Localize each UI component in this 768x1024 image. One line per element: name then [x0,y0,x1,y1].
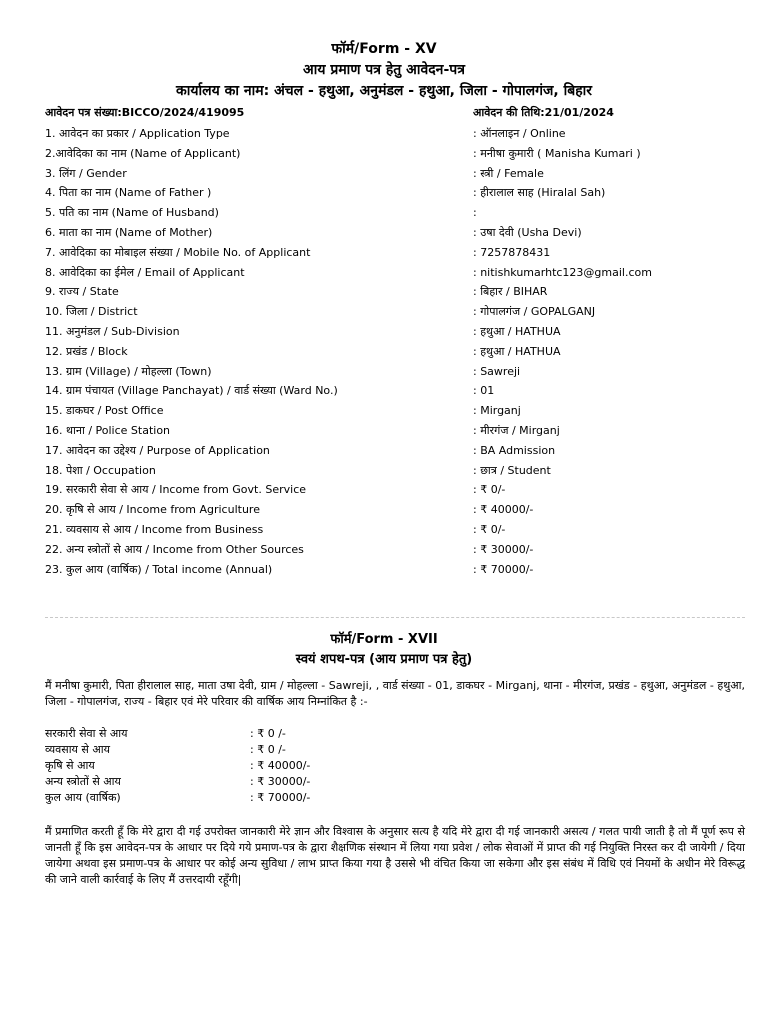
field-row [45,421,745,441]
income-value: : ₹ 70000/- [250,791,311,804]
field-label: 21. व्यवसाय से आय / Income from Business [45,522,264,536]
office-name: कार्यालय का नाम: अंचल - हथुआ, अनुमंडल - हथुआ, जिला - गोपालगंज, बिहार [175,83,592,99]
field-value: : 7257878431 [473,245,551,259]
field-value: : हीरालाल साह (Hiralal Sah) [473,186,606,200]
field-row [45,164,745,184]
field-value: : बिहार / BIHAR [473,285,548,299]
section-divider [45,617,745,618]
field-value: : Mirganj [473,404,521,418]
field-row [45,441,745,461]
field-value: : मीरगंज / Mirganj [473,423,560,437]
field-value: : Sawreji [473,364,521,378]
field-value: : [473,206,477,220]
field-label: 18. पेशा / Occupation [45,463,156,477]
field-label: 5. पति का नाम (Name of Husband) [45,206,219,220]
field-label: 15. डाकघर / Post Office [45,404,164,418]
field-label: 4. पिता का नाम (Name of Father ) [45,186,212,200]
income-label: कृषि से आय [45,759,95,772]
application-date: आवेदन की तिथि:21/01/2024 [473,106,614,119]
field-label: 19. सरकारी सेवा से आय / Income from Govt. Service [45,483,307,497]
field-label: 9. राज्य / State [45,285,119,299]
income-value: : ₹ 30000/- [250,775,311,788]
field-label: 8. आवेदिका का ईमेल / Email of Applicant [45,265,245,279]
form-title-number: Form - XV [359,41,437,57]
field-label: 7. आवेदिका का मोबाइल संख्या / Mobile No. of Applicant [45,245,311,259]
applicant-details [45,124,745,579]
field-label: 20. कृषि से आय / Income from Agriculture [45,503,260,517]
field-value: : हथुआ / HATHUA [473,324,561,338]
field-value: : nitishkumarhtc123@gmail.com [473,265,652,279]
field-row [45,540,745,560]
affidavit-title-prefix: फॉर्म/ [330,632,357,647]
income-summary [45,726,445,806]
field-label: 12. प्रखंड / Block [45,344,128,358]
field-value: : मनीषा कुमारी ( Manisha Kumari ) [473,146,641,160]
field-row [45,480,745,500]
application-number: आवेदन पत्र संख्या:BICCO/2024/419095 [45,106,245,119]
field-label: 23. कुल आय (वार्षिक) / Total income (Annual) [45,562,273,576]
affidavit-title [0,630,768,650]
income-row [45,790,445,806]
field-value: : ₹ 70000/- [473,562,534,576]
field-row [45,500,745,520]
field-row [45,322,745,342]
field-label: 22. अन्य स्त्रोतों से आय / Income from Other Sources [45,542,304,556]
field-value: : स्त्री / Female [473,166,544,180]
field-row [45,342,745,362]
field-row [45,203,745,223]
field-label: 1. आवेदन का प्रकार / Application Type [45,127,230,140]
affidavit-intro: मैं मनीषा कुमारी, पिता हीरालाल साह, माता उषा देवी, ग्राम / मोहल्ला - Sawreji, , वार्ड संख्या - 01, डाकघर - Mirganj, थाना - मीरगंज, प्रखंड - हथुआ, अनुमंडल - हथुआ, जिला - गोपालगंज, राज्य - बिहार एवं मेरे परिवार की वार्षिक आय निम्नांकित है :- [45,679,745,708]
field-row [45,144,745,164]
field-row [45,461,745,481]
field-label: 16. थाना / Police Station [45,423,171,437]
field-value: : हथुआ / HATHUA [473,344,561,358]
income-label: सरकारी सेवा से आय [45,727,128,740]
field-value: : ₹ 30000/- [473,542,534,556]
income-label: कुल आय (वार्षिक) [45,791,121,804]
field-row [45,282,745,302]
field-row [45,362,745,382]
field-value: : ₹ 40000/- [473,503,534,517]
field-row [45,381,745,401]
field-row [45,124,745,144]
declaration-text: मैं प्रमाणित करती हूँ कि मेरे द्वारा दी गई उपरोक्त जानकारी मेरे ज्ञान और विश्वास के अनुसार सत्य है यदि मेरे द्वारा दी गई जानकारी असत्य / गलत पायी जाती है तो मैं पूर्ण रूप से जानती हूँ कि इस आवेदन-पत्र के आधार पर दिये गये प्रमाण-पत्र के द्वारा शैक्षणिक संस्थान में लिया गया प्रवेश / लोक सेवाओं में प्राप्त की गई नियुक्ति निरस्त कर दी जायेगी / दिया जायेगा अथवा इस प्रमाण-पत्र के आधार पर कोई अन्य सुविधा / लाभ प्राप्त किया गया है उससे भी वंचित किया जा सकेगा और इस संबंध में विधि एवं नियमों के अधीन मेरे विरूद्ध की जाने वाली कार्रवाई के लिए मैं उत्तरदायी रहूँगी| [45,825,745,886]
income-value: : ₹ 0 /- [250,727,286,740]
field-label: 2.आवेदिका का नाम (Name of Applicant) [45,146,241,160]
income-row [45,726,445,742]
field-value: : BA Admission [473,443,556,457]
form-title-prefix: फॉर्म/ [331,41,360,57]
field-value: : गोपालगंज / GOPALGANJ [473,305,596,319]
field-value: : ₹ 0/- [473,522,506,536]
field-label: 17. आवेदन का उद्देश्य / Purpose of Application [45,443,270,457]
field-label: 3. लिंग / Gender [45,166,127,180]
affidavit-title-number: Form - XVII [356,632,438,647]
field-label: 10. जिला / District [45,305,138,319]
income-row [45,742,445,758]
income-value: : ₹ 0 /- [250,743,286,756]
income-label: अन्य स्त्रोतों से आय [45,775,121,788]
field-value: : ऑनलाइन / Online [473,127,566,140]
field-row [45,560,745,580]
field-value: : उषा देवी (Usha Devi) [473,225,582,239]
field-value: : ₹ 0/- [473,483,506,497]
field-row [45,243,745,263]
field-value: : छात्र / Student [473,463,551,477]
affidavit-subtitle: स्वयं शपथ-पत्र (आय प्रमाण पत्र हेतु) [295,652,473,667]
form-title [0,39,768,59]
income-label: व्यवसाय से आय [45,743,110,756]
field-row [45,263,745,283]
field-row [45,401,745,421]
field-row [45,520,745,540]
income-value: : ₹ 40000/- [250,759,311,772]
form-subtitle: आय प्रमाण पत्र हेतु आवेदन-पत्र [303,62,465,78]
field-label: 13. ग्राम (Village) / मोहल्ला (Town) [45,364,212,378]
field-row [45,183,745,203]
field-label: 6. माता का नाम (Name of Mother) [45,225,213,239]
field-row [45,302,745,322]
field-label: 14. ग्राम पंचायत (Village Panchayat) / वार्ड संख्या (Ward No.) [45,384,338,398]
field-value: : 01 [473,384,495,398]
income-row [45,774,445,790]
field-label: 11. अनुमंडल / Sub-Division [45,324,180,338]
income-row [45,758,445,774]
field-row [45,223,745,243]
